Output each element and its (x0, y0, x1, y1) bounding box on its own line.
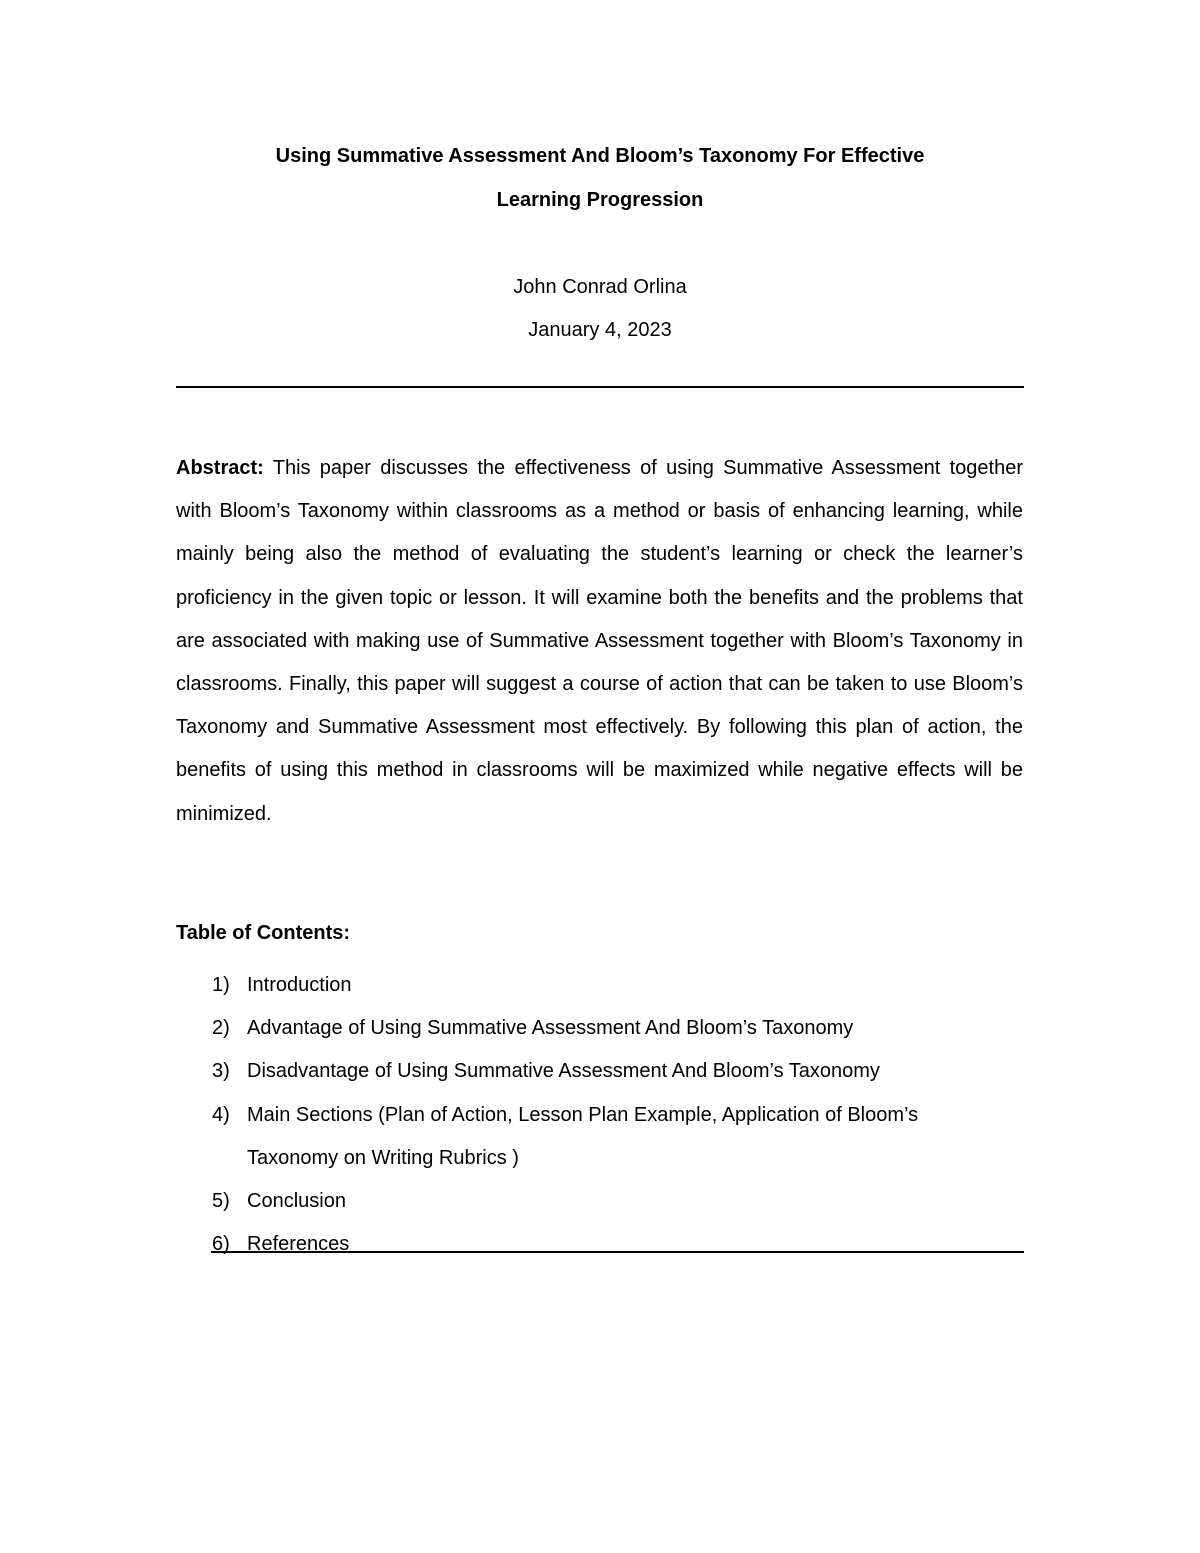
document-title-line-1: Using Summative Assessment And Bloom’s Taxonomy For Effective (275, 145, 925, 167)
toc-divider (211, 1251, 1024, 1253)
toc-item (176, 1007, 1024, 1050)
toc-item (176, 964, 1024, 1007)
abstract-label: Abstract: (176, 457, 264, 479)
toc-item-text: Main Sections (Plan of Action, Lesson Plan Example, Application of Bloom’s Taxonomy on Writing Rubrics ) (247, 1103, 919, 1169)
toc-item-number: 2) (212, 1017, 230, 1040)
toc-item (176, 1223, 1024, 1266)
toc-item-number: 1) (212, 974, 230, 996)
document-date: January 4, 2023 (528, 319, 672, 341)
toc-item (176, 1094, 1024, 1180)
toc-item-text: References (247, 1233, 350, 1256)
abstract-paragraph (176, 447, 1023, 836)
toc-item-text: Introduction (247, 974, 352, 996)
toc-item-number: 4) (212, 1103, 230, 1126)
author-name: John Conrad Orlina (513, 276, 687, 298)
document-title-line-2: Learning Progression (496, 189, 704, 211)
toc-item (176, 1180, 1024, 1223)
toc-heading: Table of Contents: (176, 922, 351, 944)
toc-item-number: 5) (212, 1190, 230, 1213)
abstract-text: This paper discusses the effectiveness of using Summative Assessment together with Bloom’s Taxonomy within classrooms as a method or basis of enhancing learning, while mainly being also the method of evaluating the student’s learning or check the learner’s proficiency in the given topic or lesson. It will examine both the benefits and the problems that are associated with making use of Summative Assessment together with Bloom’s Taxonomy in classrooms. Finally, this paper will suggest a course of action that can be taken to use Bloom’s Taxonomy and Summative Assessment most effectively. By following this plan of action, the benefits of using this method in classrooms will be maximized while negative effects will be minimized. (176, 457, 1023, 825)
header-divider (176, 386, 1024, 388)
toc-item-text: Disadvantage of Using Summative Assessment And Bloom’s Taxonomy (247, 1060, 880, 1083)
toc-item-number: 6) (212, 1233, 230, 1256)
toc-item-text: Advantage of Using Summative Assessment And Bloom’s Taxonomy (247, 1017, 854, 1040)
toc-item (176, 1050, 1024, 1093)
toc-item-text: Conclusion (247, 1190, 346, 1213)
toc-item-number: 3) (212, 1060, 230, 1083)
toc-list (176, 964, 1024, 1266)
